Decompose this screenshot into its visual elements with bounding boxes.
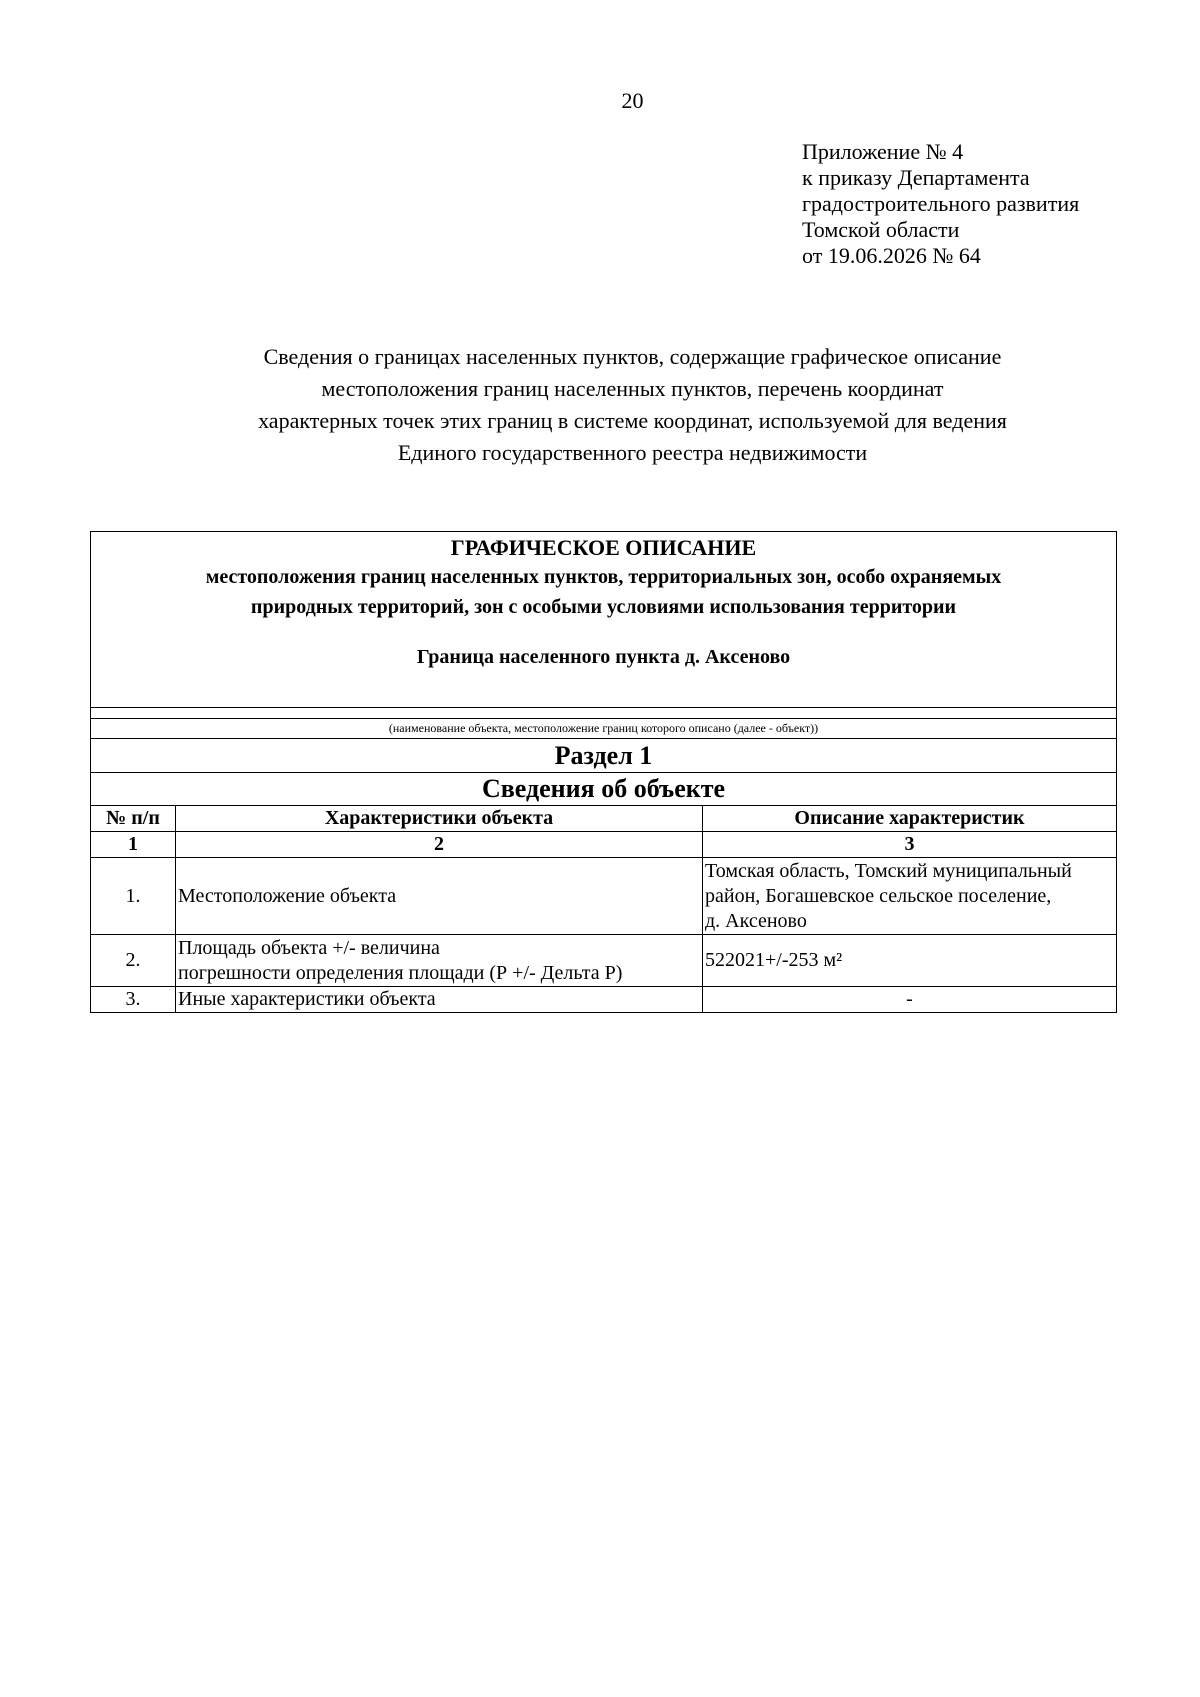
heading-line: местоположения границ населенных пунктов, перечень координат [321, 376, 944, 401]
characteristic-line: Площадь объекта +/- величина [178, 936, 440, 959]
table-header-row [91, 806, 1116, 832]
row-description [703, 935, 1117, 987]
appendix-line: Приложение № 4 [802, 139, 964, 164]
section-label: Раздел 1 [91, 739, 1116, 773]
section-title: Сведения об объекте [91, 773, 1116, 806]
form-header [91, 532, 1116, 708]
row-characteristic [176, 858, 703, 935]
column-header-characteristic: Характеристики объекта [176, 806, 703, 832]
appendix-line: от 19.06.2026 № 64 [802, 243, 981, 268]
form-title: ГРАФИЧЕСКОЕ ОПИСАНИЕ [450, 535, 757, 560]
heading-line: характерных точек этих границ в системе координат, используемой для ведения [258, 408, 1007, 433]
column-number: 3 [703, 832, 1117, 858]
row-characteristic [176, 935, 703, 987]
row-number: 3. [91, 987, 176, 1013]
description-line: - [906, 988, 913, 1010]
heading-line: Сведения о границах населенных пунктов, содержащие графическое описание [263, 344, 1002, 369]
description-line: район, Богашевское сельское поселение, [705, 884, 1052, 907]
characteristic-line: Иные характеристики объекта [178, 988, 436, 1010]
characteristics-table [91, 806, 1116, 1012]
row-number: 1. [91, 858, 176, 935]
appendix-line: градостроительного развития [802, 191, 1080, 216]
graphic-description-form [90, 531, 1117, 1013]
page-number: 20 [621, 88, 644, 113]
appendix-block [802, 139, 1079, 269]
object-name: Граница населенного пункта д. Аксеново [416, 646, 791, 668]
form-subtitle-line: местоположения границ населенных пунктов, территориальных зон, особо охраняемых [205, 566, 1002, 588]
characteristic-line: Местоположение объекта [178, 884, 397, 907]
form-subtitle-line: природных территорий, зон с особыми условиями использования территории [250, 596, 957, 618]
column-number: 1 [91, 832, 176, 858]
column-header-number: № п/п [91, 806, 176, 832]
description-line: д. Аксеново [705, 909, 807, 932]
table-row [91, 935, 1116, 987]
table-row [91, 987, 1116, 1013]
form-divider [91, 708, 1116, 719]
column-number-row [91, 832, 1116, 858]
appendix-line: Томской области [802, 217, 960, 242]
document-heading [0, 341, 1200, 469]
row-description [703, 858, 1117, 935]
object-note: (наименование объекта, местоположение границ которого описано (далее - объект)) [91, 719, 1116, 739]
table-row [91, 858, 1116, 935]
column-header-description: Описание характеристик [703, 806, 1117, 832]
description-line: 522021+/-253 м² [705, 949, 843, 971]
appendix-line: к приказу Департамента [802, 165, 1030, 190]
heading-line: Единого государственного реестра недвижимости [397, 440, 868, 465]
description-line: Томская область, Томский муниципальный [705, 859, 1072, 882]
row-number: 2. [91, 935, 176, 987]
row-description [703, 987, 1117, 1013]
row-characteristic [176, 987, 703, 1013]
column-number: 2 [176, 832, 703, 858]
characteristic-line: погрешности определения площади (Р +/- Дельта Р) [178, 961, 623, 984]
